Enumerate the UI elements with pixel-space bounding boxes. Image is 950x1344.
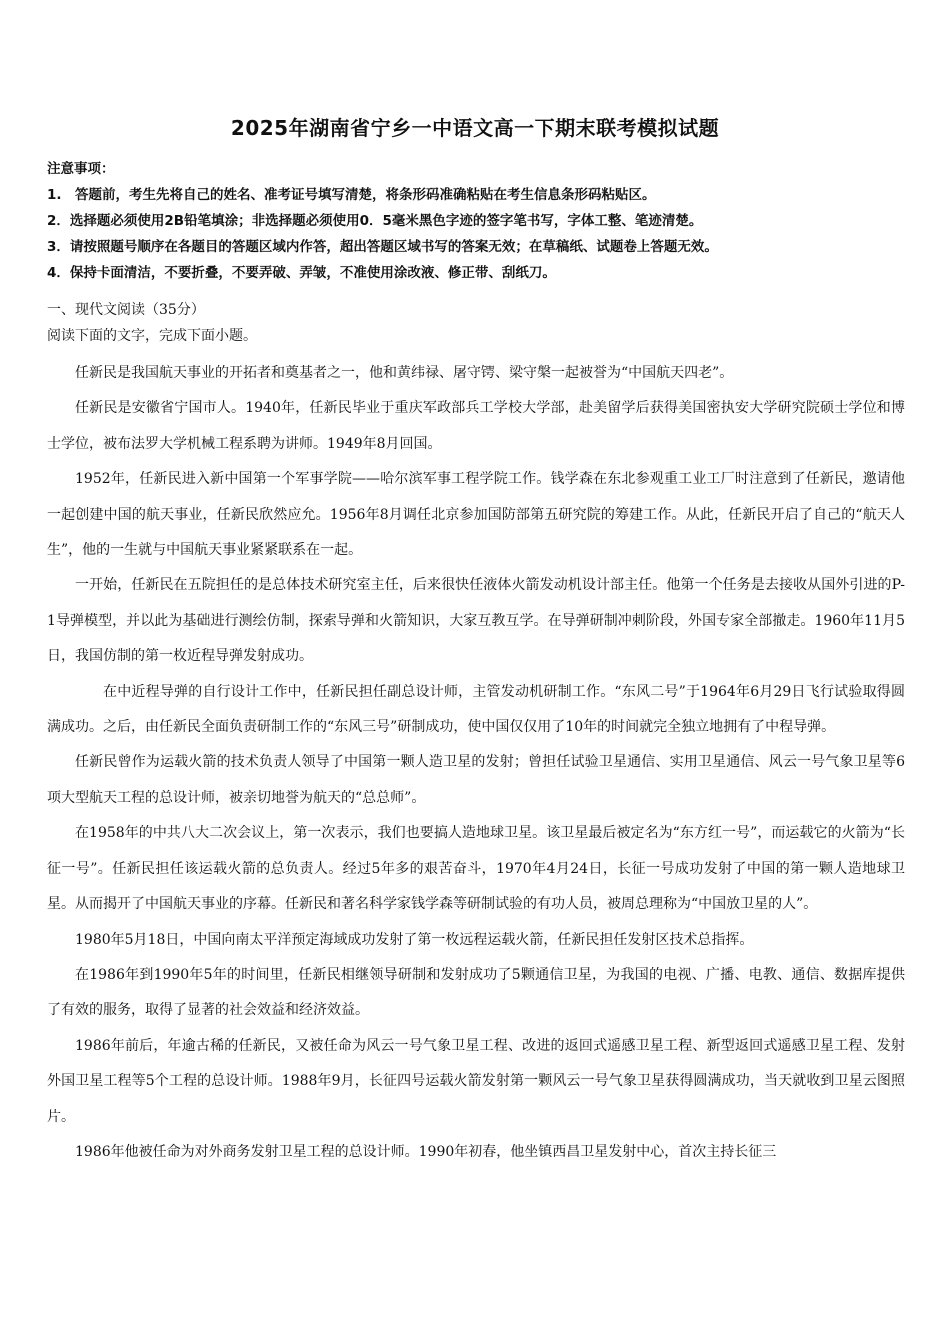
paragraph: 一开始，任新民在五院担任的是总体技术研究室主任，后来很快任液体火箭发动机设计部主任。他第一个任务是去接收从国外引进的P-1导弹模型，并以此为基础进行测绘仿制，探索导弹和火箭知识，大家互教互学。在导弹研制冲刺阶段，外国专家全部撤走。1960年11月5日，我国仿制的第一枚近程导弹发射成功。 — [47, 577, 905, 665]
paragraph: 在1958年的中共八大二次会议上，第一次表示，我们也要搞人造地球卫星。该卫星最后被定名为“东方红一号”，而运载它的火箭为“长征一号”。任新民担任该运载火箭的总负责人。经过5年多的艰苦奋斗，1970年4月24日，长征一号成功发射了中国的第一颗人造地球卫星。从而揭开了中国航天事业的序幕。任新民和著名科学家钱学森等研制试验的有功人员，被周总理称为“中国放卫星的人”。 — [47, 825, 905, 913]
page-title: 2025年湖南省宁乡一中语文高一下期末联考模拟试题 — [230, 116, 720, 140]
section-heading: 一、现代文阅读（35分） — [47, 302, 205, 318]
paragraph: 在中近程导弹的自行设计工作中，任新民担任副总设计师，主管发动机研制工作。“东风二号”于1964年6月29日飞行试验取得圆满成功。之后，由任新民全面负责研制工作的“东风三号”研制成功，使中国仅仅用了10年的时间就完全独立地拥有了中程导弹。 — [47, 683, 905, 736]
section-intro: 阅读下面的文字，完成下面小题。 — [47, 328, 257, 344]
notice-heading: 注意事项： — [47, 161, 115, 177]
paragraph: 1986年他被任命为对外商务发射卫星工程的总设计师。1990年初春，他坐镇西昌卫星发射中心，首次主持长征三 — [75, 1143, 777, 1160]
paragraph: 1986年前后，年逾古稀的任新民，又被任命为风云一号气象卫星工程、改进的返回式遥感卫星工程、新型返回式遥感卫星工程、发射外国卫星工程等5个工程的总设计师。1988年9月，长征四号运载火箭发射第一颗风云一号气象卫星获得圆满成功，当天就收到卫星云图照片。 — [47, 1037, 905, 1125]
notice-block — [47, 156, 917, 286]
notice-item-2: 2．选择题必须使用2B铅笔填涂；非选择题必须使用0．5毫米黑色字迹的签字笔书写，字体工整、笔迹清楚。 — [47, 213, 703, 229]
paragraph: 任新民是我国航天事业的开拓者和奠基者之一，他和黄纬禄、屠守锷、梁守槃一起被誉为“中国航天四老”。 — [75, 365, 734, 381]
paragraph: 任新民是安徽省宁国市人。1940年，任新民毕业于重庆军政部兵工学校大学部，赴美留学后获得美国密执安大学研究院硕士学位和博士学位，被布法罗大学机械工程系聘为讲师。1949年8月回国。 — [47, 400, 905, 452]
paragraph: 任新民曾作为运载火箭的技术负责人领导了中国第一颗人造卫星的发射；曾担任试验卫星通信、实用卫星通信、风云一号气象卫星等6项大型航天工程的总设计师，被亲切地誉为航天的“总总师”。 — [47, 754, 905, 806]
paragraph: 在1986年到1990年5年的时间里，任新民相继领导研制和发射成功了5颗通信卫星，为我国的电视、广播、电教、通信、数据库提供了有效的服务，取得了显著的社会效益和经济效益。 — [47, 966, 905, 1019]
paragraph: 1980年5月18日，中国向南太平洋预定海域成功发射了第一枚远程运载火箭，任新民担任发射区技术总指挥。 — [75, 931, 754, 948]
notice-item-4: 4．保持卡面清洁，不要折叠，不要弄破、弄皱，不准使用涂改液、修正带、刮纸刀。 — [47, 265, 556, 281]
notice-item-1: 1. 答题前，考生先将自己的姓名、准考证号填写清楚，将条形码准确粘贴在考生信息条形码粘贴区。 — [47, 187, 656, 203]
notice-item-3: 3．请按照题号顺序在各题目的答题区域内作答，超出答题区域书写的答案无效；在草稿纸、试题卷上答题无效。 — [47, 239, 718, 255]
paragraph: 1952年，任新民进入新中国第一个军事学院——哈尔滨军事工程学院工作。钱学森在东北参观重工业工厂时注意到了任新民，邀请他一起创建中国的航天事业，任新民欣然应允。1956年8月调任北京参加国防部第五研究院的筹建工作。从此，任新民开启了自己的“航天人生”，他的一生就与中国航天事业紧紧联系在一起。 — [47, 471, 905, 559]
reading-passage — [47, 356, 905, 1170]
